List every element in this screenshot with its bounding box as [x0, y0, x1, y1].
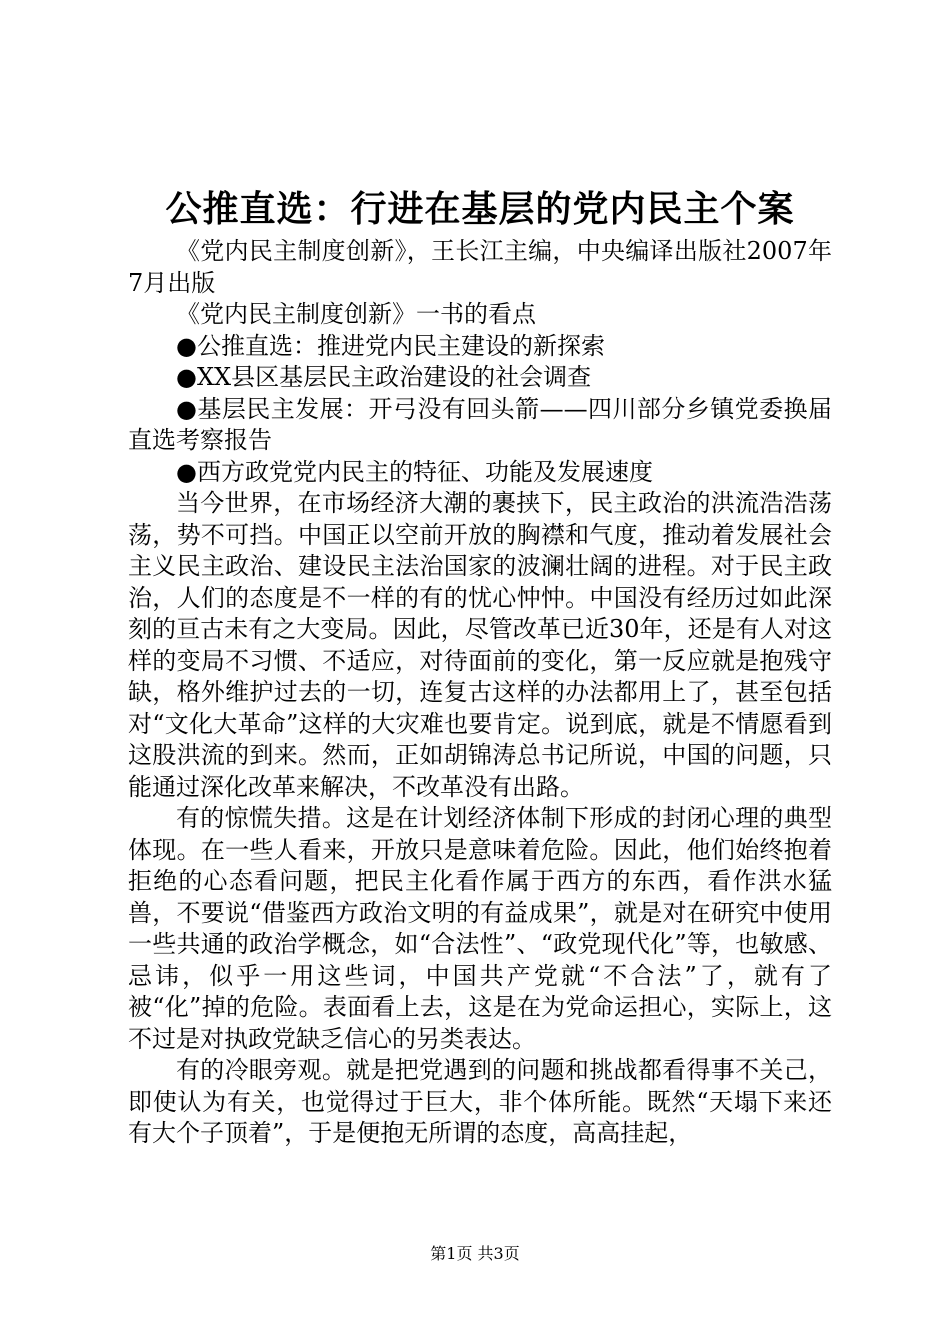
paragraph: ●基层民主发展：开弓没有回头箭——四川部分乡镇党委换届直选考察报告 [128, 394, 832, 454]
document-body [128, 236, 832, 1150]
paragraph: ●XX县区基层民主政治建设的社会调查 [176, 363, 592, 391]
page-footer: 第1页 共3页 [430, 1244, 520, 1263]
paragraph: ●公推直选：推进党内民主建设的新探索 [176, 331, 605, 360]
paragraph: 当今世界，在市场经济大潮的裹挟下，民主政治的洪流浩浩荡荡，势不可挡。中国正以空前开放的胸襟和气度，推动着发展社会主义民主政治、建设民主法治国家的波澜壮阔的进程。对于民主政治，人们的态度是不一样的有的忧心忡忡。中国没有经历过如此深刻的亘古未有之大变局。因此，尽管改革已近30年，还是有人对这样的变局不习惯、不适应，对待面前的变化，第一反应就是抱残守缺，格外维护过去的一切，连复古这样的办法都用上了，甚至包括对“文化大革命”这样的大灾难也要肯定。说到底，就是不情愿看到这股洪流的到来。然而，正如胡锦涛总书记所说，中国的问题，只能通过深化改革来解决，不改革没有出路。 [128, 489, 832, 801]
paragraph: ●西方政党党内民主的特征、功能及发展速度 [176, 457, 653, 486]
paragraph: 《党内民主制度创新》一书的看点 [176, 300, 536, 328]
paragraph: 有的惊慌失措。这是在计划经济体制下形成的封闭心理的典型体现。在一些人看来，开放只是意味着危险。因此，他们始终抱着拒绝的心态看问题，把民主化看作属于西方的东西，看作洪水猛兽，不要说“借鉴西方政治文明的有益成果”，就是对在研究中使用一些共通的政治学概念，如“合法性”、“政党现代化”等，也敏感、忌讳，似乎一用这些词，中国共产党就“不合法”了，就有了被“化”掉的危险。表面看上去，这是在为党命运担心，实际上，这不过是对执政党缺乏信心的另类表达。 [128, 804, 832, 1053]
paragraph: 有的冷眼旁观。就是把党遇到的问题和挑战都看得事不关己，即使认为有关，也觉得过于巨大，非个体所能。既然“天塌下来还有大个子顶着”，于是便抱无所谓的态度，高高挂起， [128, 1056, 832, 1147]
document-title: 公推直选：行进在基层的党内民主个案 [165, 188, 795, 230]
document-page [128, 0, 832, 1344]
paragraph: 《党内民主制度创新》，王长江主编，中央编译出版社2007年7月出版 [128, 237, 832, 297]
